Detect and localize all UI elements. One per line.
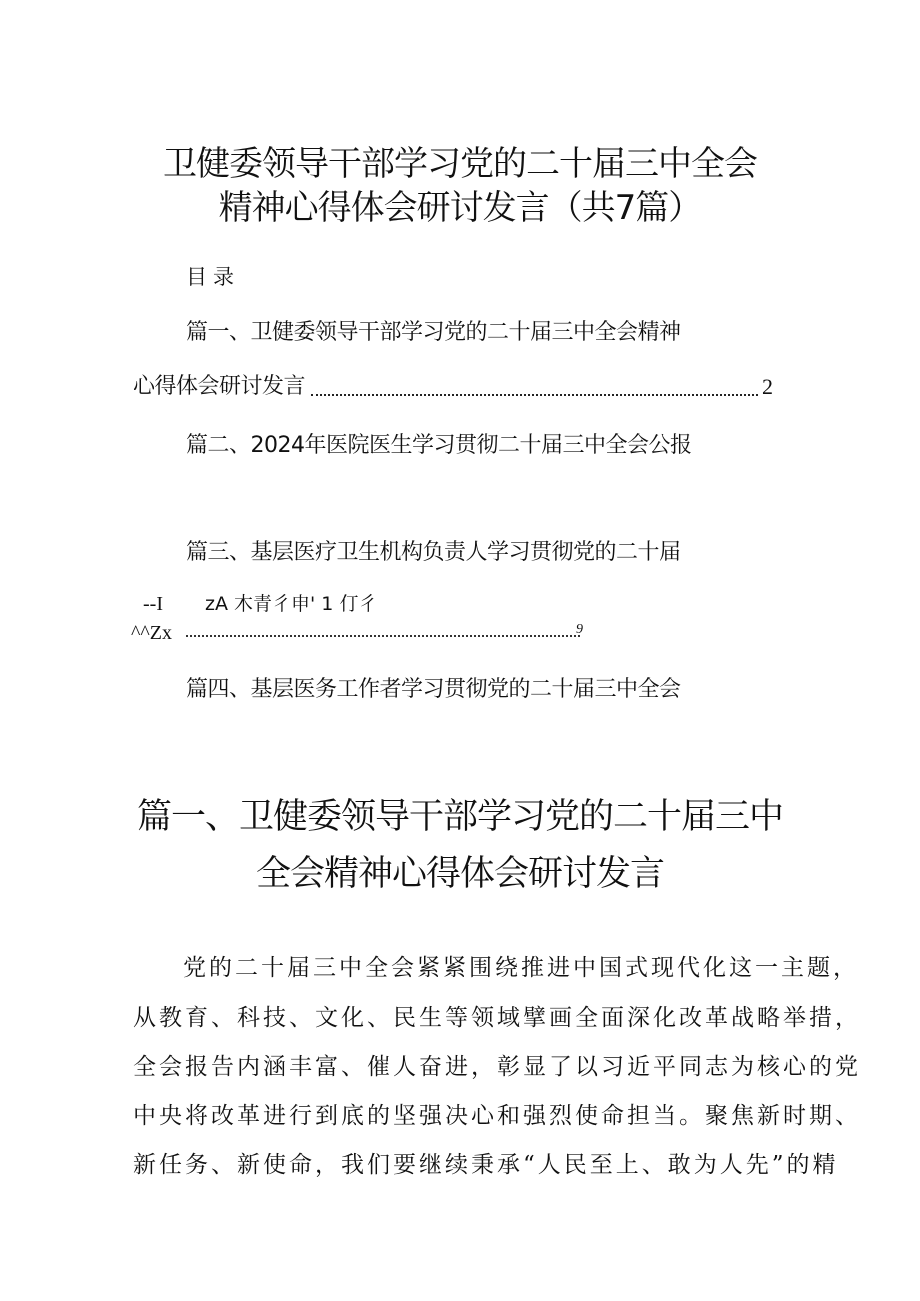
toc-entry-4[interactable]: 篇四、基层医务工作者学习贯彻党的二十届三中全会 [186, 677, 681, 702]
toc-entry-1-page-number: 2 [762, 374, 773, 399]
body-line-3: 全会报告内涵丰富、催人奋进，彰显了以习近平同志为核心的党 [133, 1054, 861, 1080]
body-line-4: 中央将改革进行到底的坚强决心和强烈使命担当。聚焦新时期、 [133, 1103, 861, 1129]
body-line-2: 从教育、科技、文化、民生等领域擘画全面深化改革战略举措， [133, 1005, 861, 1031]
body-line-5: 新任务、新使命，我们要继续秉承“人民至上、敢为人先”的精 [133, 1152, 839, 1178]
toc-garbled-text-2: ^^Zx [131, 622, 172, 644]
toc-garbled-text-1b: zA 木青彳申' 1 仃彳 [205, 593, 378, 615]
toc-garbled-text-1a: --I [143, 593, 163, 615]
document-title-line-1: 卫健委领导干部学习党的二十届三中全会 [163, 144, 757, 184]
toc-entry-1-line-2[interactable] [133, 372, 773, 402]
toc-garbled-dot-leader [186, 633, 580, 637]
toc-entry-1-line-1[interactable]: 篇一、卫健委领导干部学习党的二十届三中全会精神 [186, 320, 681, 345]
toc-heading: 目录 [186, 265, 240, 289]
toc-dot-leader [311, 393, 758, 396]
section-title-line-1: 篇一、卫健委领导干部学习党的二十届三中 [136, 797, 783, 837]
toc-entry-3[interactable]: 篇三、基层医疗卫生机构负责人学习贯彻党的二十届 [186, 540, 681, 565]
document-title-line-2: 精神心得体会研讨发言（共7篇） [218, 188, 702, 228]
body-line-1: 党的二十届三中全会紧紧围绕推进中国式现代化这一主题， [183, 955, 859, 981]
toc-entry-1-label: 心得体会研讨发言 [133, 374, 306, 399]
toc-garbled-end: 9 [576, 622, 583, 637]
toc-entry-2[interactable]: 篇二、2024年医院医生学习贯彻二十届三中全会公报 [186, 433, 692, 458]
section-title-line-2: 全会精神心得体会研讨发言 [255, 854, 664, 894]
